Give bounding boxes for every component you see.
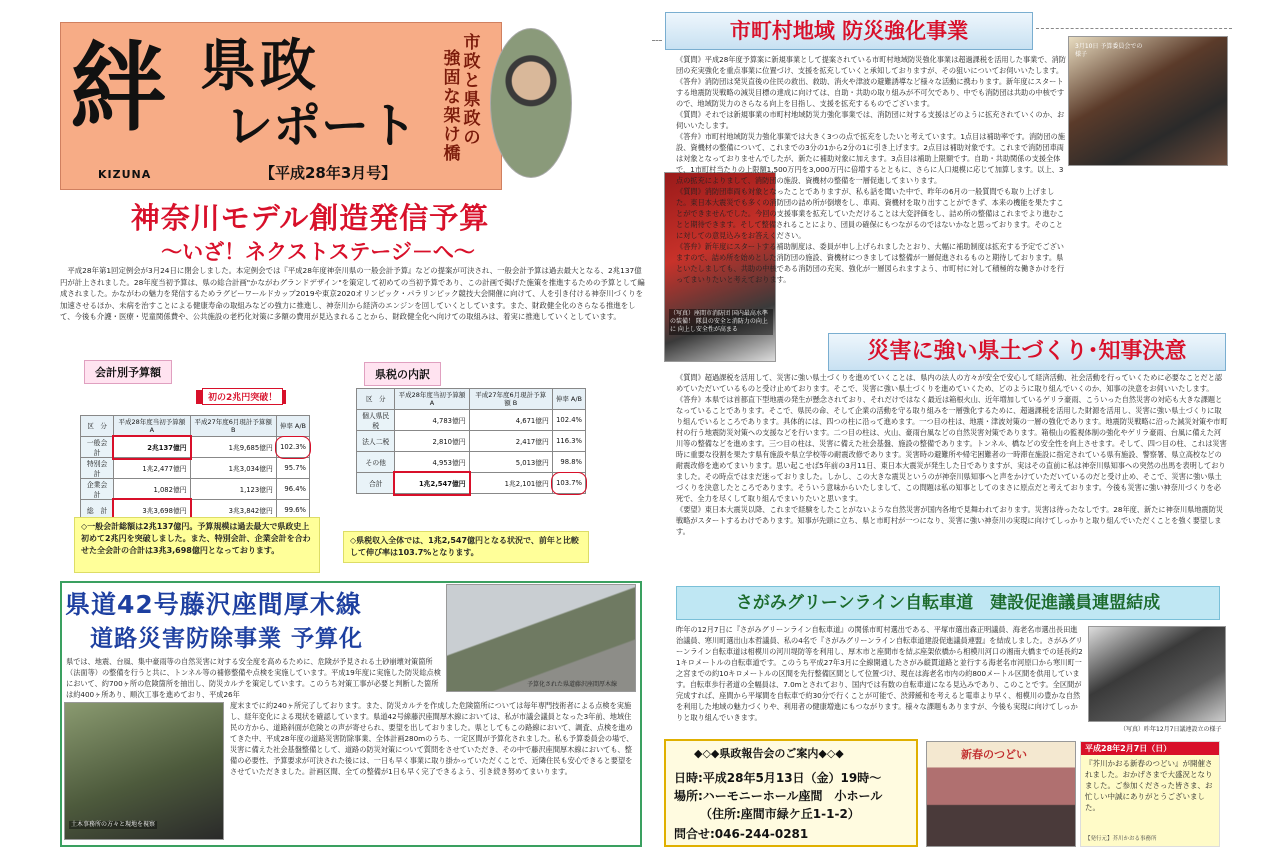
section2-banner [828,333,1226,371]
divider [652,40,662,41]
newyear-banner: 新春のつどい [961,748,1027,761]
table-cell: 102.3% [276,437,309,458]
masthead-roman: KIZUNA [98,168,152,181]
table-row [357,452,586,473]
section3-title: さがみグリーンライン自転車道 建設促進議員連盟結成 [735,593,1161,613]
slogan-col-1: 市政と県政の [463,33,481,148]
section2-title: 災害に強い県土づくり･知事決意 [867,339,1187,364]
callout-label: 初の2兆円突破！ [202,388,283,405]
section3-body: 昨年の12月7日に『さがみグリーンライン自転車道』の関係市町村選出である、平塚市選出森正明議員、海老名市選出長田進治議員、寒川町選出山本哲議員、私の4名で『さがみグリーンライン自転車道建設促進議員連盟』を結成しました。さがみグリーンライン自転車道は相模川の河川堤防等を利用し、厚木市と座間市を結ぶ座架依橋から相模川河口の湘南大橋までの延長約21キロメートルの自転車道です。このうち平成27年3月に全線開通したさがみ縦貫道路と並行する海老名市河原口から寒川町一之宮までの約10キロメートルの区間を先行整備区間として位置づけ、現在は海老名市内の約800メートル区間を供用しています。自転車歩行者道の全幅員は、7.0mとされており、国内では有数の自転車道になる見込みであり、このことです。全区間が完成すれば、座間から平塚間を自転車で約30分で行くことが可能で、渋滞緩和を考えると電車より早く、相模川の豊かな自然を利用した地域の魅力づくりや、利用者の健康増進にもつながります。様々な課題もありますが、今後も実現に向けてしっかりと取り組んでいきます。 [676,625,1083,722]
table-row [81,437,310,458]
table-row [357,389,586,410]
table-cell: 2兆137億円 [114,437,190,458]
table-cell: 1兆2,547億円 [395,473,469,494]
event-contact: 問合せ:046-244-0281 [674,827,809,841]
publisher: 【発行元】芥川かおる事務所 [1085,836,1157,842]
road-body-top: 県では、地震、台風、集中豪雨等の自然災害に対する安全度を高めるために、危険が予見される土砂崩壊対策箇所（法面等）の整備を行うと共に、トンネル等の補修整備や点検を実施しています。平成19年度に実施した防災総点検において、約700ヶ所の危険箇所を抽出し、防災カルテを策定しています。このうち対策工事が必要と判断した箇所は約400ヶ所あり、順次工事を進めており、平成26年 [66,657,441,699]
table-cell: 116.3% [552,431,585,452]
road-body-bottom: 度末までに約240ヶ所完了しております。また、防災カルテを作成した危険箇所については毎年専門技術者による点検を実施し、経年変化による現状を確認しています。県道42号線藤沢座間厚木線においては、私が市議会議員となった3年前、地域住民の方から、道路斜面が危険との声が寄せられ、要望を出しておりました。県としてもこの路線において、調査、点検を進めてきた中、平成28年度の道路災害防除事業、全体計画280mのうち、一定区間が予算化されました。私も予算委員会の場で、災害に備えた社会基盤整備として、道路の防災対策について質問をさせていただき、その中で藤沢座間厚木線においても、整備の必要性、予算要求が可決された後には、一日も早く事業に取り掛かっていただくことで、近隣住民も安心できると要望をさせていただきました。計画区間、全ての整備が1日も早く完了できるよう、引き続き努めてまいります。 [230,701,634,776]
table-cell: 合計 [357,473,395,494]
budget-table [80,415,310,521]
table-cell: 特別会計 [81,458,114,479]
table-cell: 98.8% [552,452,585,473]
event-place: 場所:ハーモニーホール座間 小ホール [674,789,883,803]
site-visit-caption: 土木事務所の方々と現地を視察 [71,821,156,828]
table-header: 伸率 A/B [276,416,309,437]
newyear-photo [926,741,1076,847]
firefighter-caption: （写真）座間市消防団 国内最高水準の装備！ 隊員の安全と消防力の向上に 向上し安全性が高まる [669,309,773,335]
road-photo [446,584,636,692]
road-title: 県道42号藤沢座間厚木線 [65,590,362,619]
table-cell: 1兆2,101億円 [469,473,552,494]
table-cell: 99.6% [276,500,309,521]
table-cell: 4,783億円 [395,410,469,431]
note-tax: ◇県税収入全体では、1兆2,547億円となる状況で、前年と比較して伸び率は103.7%となります。 [343,531,589,563]
table-row [357,431,586,452]
table-cell: 3兆3,842億円 [190,500,276,521]
portrait-photo [490,28,572,178]
table2-title: 県税の内訳 [364,362,441,386]
headline: 神奈川モデル創造発信予算 [130,201,490,235]
table-header: 平成28年度当初予算額 A [395,389,469,410]
table-row [81,458,310,479]
divider [1036,28,1232,29]
table-cell: 2,810億円 [395,431,469,452]
tax-table [356,388,586,494]
league-photo-caption: （写真）昨年12月7日議連設立の様子 [1120,726,1222,733]
section1-body-b [782,170,1228,326]
table-cell: 1兆2,477億円 [114,458,190,479]
table-cell: 総 計 [81,500,114,521]
table-cell: 96.4% [276,479,309,500]
event-date: 日時:平成28年5月13日（金）19時～ [674,771,882,785]
table-header: 平成28年度当初予算額 A [114,416,190,437]
section1-title: 市町村地域 防災強化事業 [729,19,969,43]
table-cell: 1,123億円 [190,479,276,500]
table-cell: その他 [357,452,395,473]
table-cell: 1兆9,685億円 [190,437,276,458]
table-cell: 103.7% [552,473,585,494]
table-row [357,473,586,494]
table-cell: 102.4% [552,410,585,431]
table-cell: 法人二税 [357,431,395,452]
table1-title: 会計別予算額 [84,360,172,384]
table-cell: 2,417億円 [469,431,552,452]
table-cell: 1兆3,034億円 [190,458,276,479]
table-row [81,416,310,437]
event-address: （住所:座間市緑ケ丘1-1-2） [700,807,860,821]
table-header: 区 分 [357,389,395,410]
table-header: 平成27年度6月現計予算額 B [190,416,276,437]
table-cell: 個人県民税 [357,410,395,431]
table-header: 区 分 [81,416,114,437]
table-cell: 95.7% [276,458,309,479]
event-title: ◆◇◆県政報告会のご案内◆◇◆ [694,747,844,760]
table-header: 伸率 A/B [552,389,585,410]
site-visit-photo [64,702,224,840]
event-notice [664,739,918,847]
masthead-title: 県政 [200,33,320,99]
league-photo [1088,626,1226,722]
table-cell: 企業会計 [81,479,114,500]
table-cell: 一般会計 [81,437,114,458]
table-row [357,410,586,431]
section3-banner [676,586,1220,620]
table-row [81,479,310,500]
slogan-col-2: 強固な架け橋 [443,49,461,164]
note-budget: ◇一般会計総額は2兆137億円。予算規模は過去最大で県政史上初めて2兆円を突破しました。また、特別会計、企業会計を合わせた全会計の合計は3兆3,698億円となっております。 [74,517,320,573]
issue-label: 【平成28年3月号】 [260,164,397,182]
table-cell: 1,082億円 [114,479,190,500]
section2-body: 《質問》超過課税を活用して、災害に強い県土づくりを進めていくことは、県内の法人の方々が安全で安心して経済活動、社会活動を行っていくために必要なことだと認めていただいているものと受け止めております。そこで、災害に強い県土づくりを進めていくため、どのように取り組んでいくのか、知事の決意をお伺いいたします。 《答弁》本県では首都直下型地震の発生が懸念されており、それだけではなく最近は箱根火山、近年増加しているゲリラ豪雨、こういった自然災害の対応も大きな課題となっていることであります。そこで、県民の命、そして企業の活動を守る取り組みを一層強化するために、超過課税を活用した財源を活用し、災害に強い県土づくりに取り組んでいるところであります。具体的には、四つの柱に沿って進めます。一つ目の柱は、地震・津波対策の一層の強化であります。地震防災戦略に沿った減災対策や市町村の行う地震防災対策への支援などを行います。二つ目の柱は、火山、豪雨台風などの自然災害対策であります。箱根山の監視体制の強化やゲリラ豪雨、台風に備えた河川等の整備などを進めます。三つ目の柱は、災害に備えた社会基盤、施設の整備であります。トンネル、橋などの安全性を向上させます。そして、四つ目の柱、これは災害時に重要な役割を果たす県有施設や県立学校等の耐震改修であります。災害時の避難所や帰宅困難者の一時滞在施設に指定されている県有施設、警察署、県立高校などの耐震改修を進めてまいります。思い起こせば5年前の3月11日、東日本大震災が発生した日でありますが、実はその直前に私は神奈川県知事への突然の出馬を表明しておりました。その時点ではまだ迷っておりました。しかし、この大きな震災というのが神奈川県知事へと声をかけていただいているのだと受け止め、そこで、災害に強い県土づくりを決意したところであります。そういう意味からいたしまして、この問題は私の知事としてのまさに原点だと考えております。今後も災害に強い神奈川づくりを必死で、全力を尽くして取り組んでまいりたいと思います。 《要望》東日本大震災以降、これまで経験をしたことがないような自然災害が国内各地で見舞われております。災害は待ったなしです。28年度、新たに神奈川県地震防災戦略がスタートするわけであります。知事が先頭に立ち、県と市町村が一つになり、災害に強い神奈川の実現に向けてしっかりと取り組んでいただくことを強く要望します。 [676,373,1228,536]
newyear-date: 平成28年2月7日（日） [1081,742,1219,755]
intro-text: 平成28年第1回定例会が3月24日に閉会しました。本定例会では『平成28年度神奈川県の一般会計予算』などの提案が可決され、一般会計予算は過去最大となる、2兆137億円が計上されました。28年度当初予算は、県の総合計画"かながわグランドデザイン"を策定して初めての当初予算であり、この計画で掲げた施策を推進するための予算として編成されました。かながわの魅力を発信するためラグビーワールドカップ2019や東京2020オリンピック・パラリンピック競技大会開催に向けて、人を引き付ける神奈川づくりを加速させるほか、未病を治すことによる健康寿命の取組みなどの強力に推進し、神奈川から経済のエンジンを回していくとしています。また、財政健全化のさらなる推進をして、今後も介護・医療・児童関係費や、公共施設の老朽化対策に多額の費用が見込まれることから、財政健全化へ向けての取組みは、着実に推進していくとしています。 [60,266,645,321]
road-photo-caption: 予算化された県道藤沢座間厚木線 [527,681,618,688]
table-cell: 4,953億円 [395,452,469,473]
section1-banner [665,12,1033,50]
committee-caption: 3月10日 予算委員会での様子 [1075,43,1143,58]
table-cell: 4,671億円 [469,410,552,431]
road-subtitle: 道路災害防除事業 予算化 [90,626,364,652]
committee-photo [1068,36,1228,166]
table-header: 平成27年度6月現計予算額 B [469,389,552,410]
masthead-kanji: 絆 [70,31,166,144]
section1-body-a: 《質問》平成28年度予算案に新規事業として提案されている市町村地域防災強化事業は超過課税を活用した事業で、消防団の充実強化を重点事業に位置づけ、支援を拡充していくと承知しておりますが、その狙いについてお伺いいたします。 《答弁》消防団は発災直後の住民の救出、救助、消火や津波の避難誘導など様々な活動に携わります。新年度にスタートする地震防災戦略の減災目標の達成に向けては、自助・共助の取り組みが不可欠であり、中でも消防団は共助の中核ですので、地域防災力のさらなる向上を目指し、支援を拡充するものでございます。 《質問》それでは新規事業の市町村地域防災力強化事業では、消防団に対する支援はどのように拡充されていくのか、お伺いいたします。 《答弁》市町村地域防災力強化事業では大きく3つの点で拡充をしたいと考えています。1点目は補助率です。消防団の施設、資機材の整備について、これまでの3分の1から2分の1に引き上げます。2点目は補助対象です。これまで消防団車両は対象となっておりませんでしたが、新たに補助対象に加えます。3点目は補助上限額です。自助・共助関係の支援全体で、1市町村当たりの上限額1,500万円を3,000万円に倍増するとともに、さらに人口規模に応じて加算します。以上、3点の拡充によりまして、消防団の施設、資機材の整備を一層促進してまいります。 《質問》消防団車両も対象となったことでありますが、私も話を聞いた中で、昨年の6月の一般質問でも取り上げました。東日本大震災でも多くの消防団の詰め所が倒壊をし、車両、資機材を取り出すことができず、本来の機能を果たすことができませんでした。今回の支援事業を拡充していただけることは大変評価をし、詰め所の整備はこれまでより進むことと期待できます。そして整備されることにより、団員の確保にもつながるのではないかなと思っております。そのことに対しての意見込みをお答えください。 《答弁》新年度にスタートする補助制度は、委員が申し上げられましたとおり、大幅に補助制度は拡充する予定でございますので、詰め所を始めとした消防団の施設、資機材につきましては整備が一層促進されるものと期待しております。県といたしましても、共助の中核である消防団の充実、強化が一層図られますよう、市町村に対して積極的な働きかけを行ってまいりたいと考えております。 [676,55,1066,284]
newyear-note [1080,741,1220,847]
masthead-subtitle: レポート [225,98,418,154]
newyear-text: 『芥川かおる新春のつどい』が開催されました。おかげさまで大盛況となりました。ご参加くださった皆さま、お忙しい中誠にありがとうございました。 [1085,759,1213,812]
table-cell: 3兆3,698億円 [114,500,190,521]
subheadline: ～いざ！ネクストステージ－へ～ [161,240,475,264]
table-cell: 5,013億円 [469,452,552,473]
